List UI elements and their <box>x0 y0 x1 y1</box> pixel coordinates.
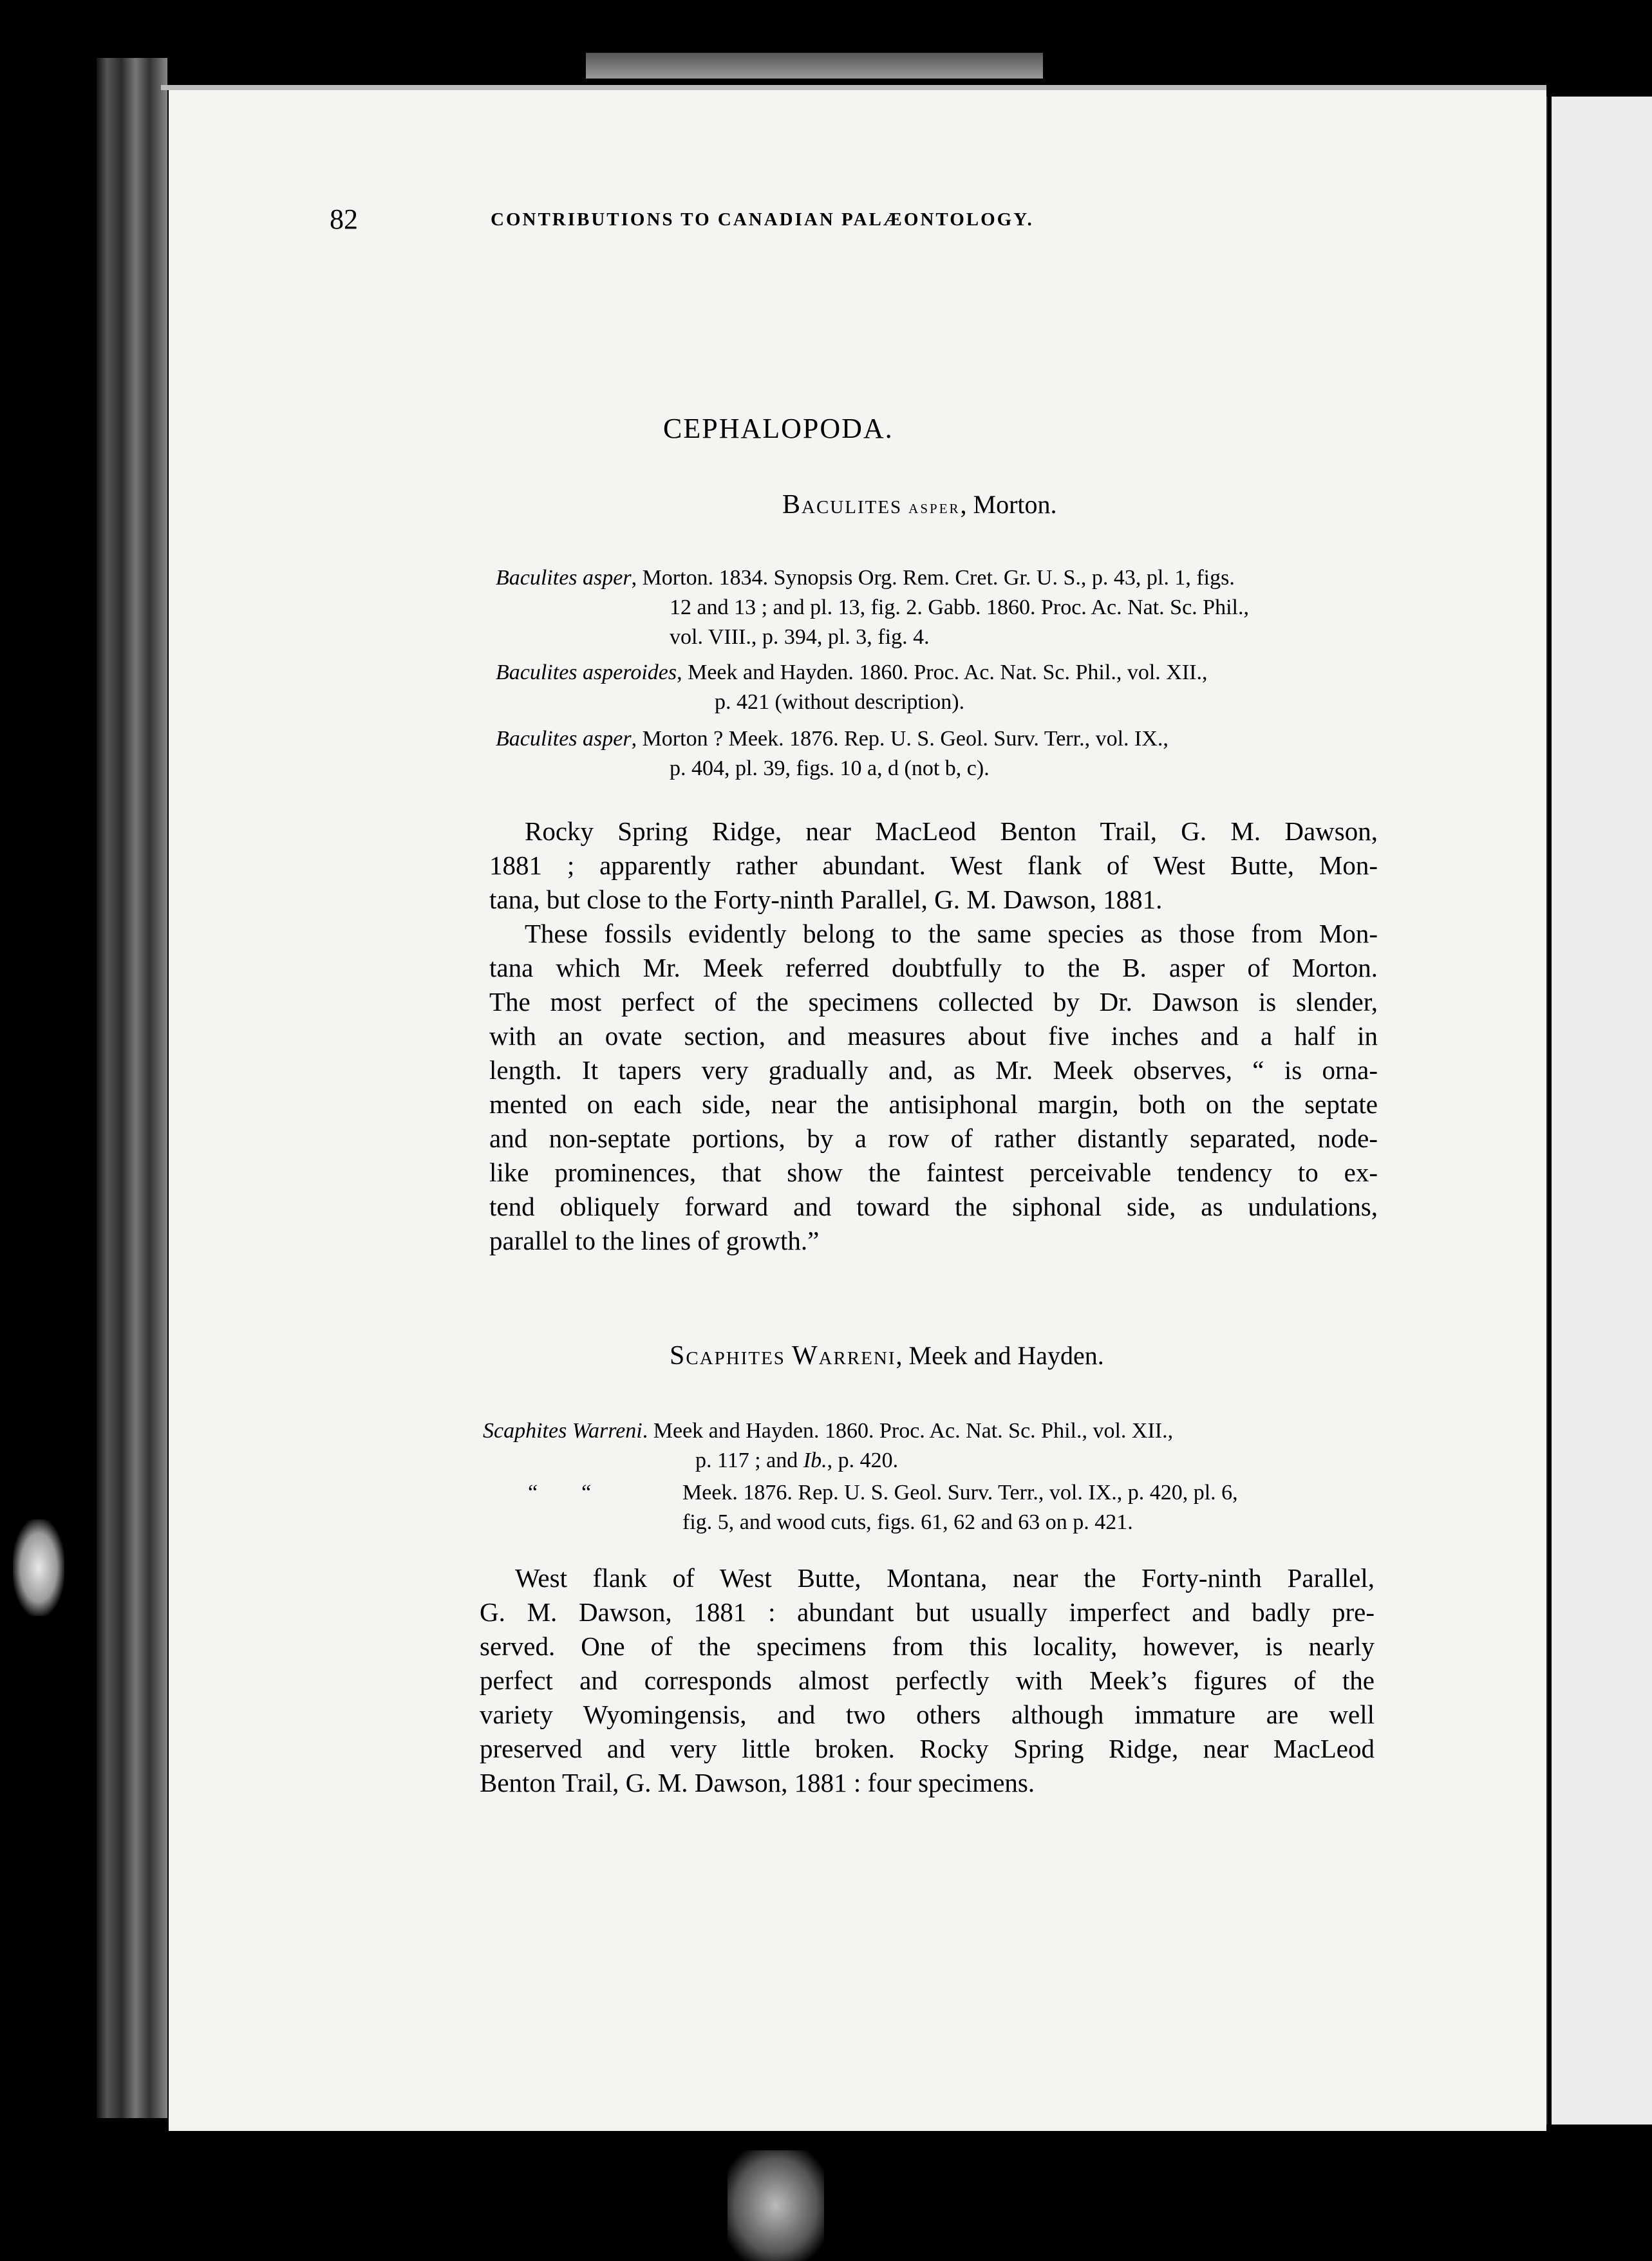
text-line: length. It tapers very gradually and, as Mr. Meek observes, “ is orna- <box>489 1055 1378 1085</box>
text-line: 1881 ; apparently rather abundant. West flank of West Butte, Mon- <box>489 850 1378 880</box>
text-line: like prominences, that show the faintest perceivable tendency to ex- <box>489 1158 1378 1187</box>
text-line: mented on each side, near the antisiphonal margin, both on the septate <box>489 1089 1378 1119</box>
synonymy-line: vol. VIII., p. 394, pl. 3, fig. 4. <box>670 625 930 649</box>
synonymy-entry <box>496 658 1558 717</box>
citation-text: , Meek and Hayden. 1860. Proc. Ac. Nat. Sc. Phil., vol. XII., <box>677 661 1208 684</box>
scan-smudge <box>13 1519 64 1616</box>
text-line: tana which Mr. Meek referred doubtfully to the B. asper of Morton. <box>489 953 1378 982</box>
synonymy-entry <box>483 1416 1564 1476</box>
text-line: tend obliquely forward and toward the siphonal side, as undulations, <box>489 1192 1378 1221</box>
text-line: G. M. Dawson, 1881 : abundant but usually imperfect and badly pre- <box>480 1597 1375 1627</box>
section-title: CEPHALOPODA. <box>663 413 894 444</box>
species-author: , Morton. <box>960 490 1057 519</box>
citation-text: p. 117 ; and <box>695 1449 803 1472</box>
text-line: perfect and corresponds almost perfectly with Meek’s figures of the <box>480 1665 1375 1695</box>
genus-name: Scaphites <box>670 1341 785 1371</box>
text-line: variety Wyomingensis, and two others although immature are well <box>480 1700 1375 1729</box>
adjacent-page <box>1552 97 1652 2125</box>
citation-text: , p. 420. <box>827 1449 899 1472</box>
text-line: Benton Trail, G. M. Dawson, 1881 : four specimens. <box>480 1768 1035 1797</box>
locality-paragraph <box>489 814 1378 917</box>
ditto-marks: “ “ <box>528 1481 592 1505</box>
citation-text: Meek. 1876. Rep. U. S. Geol. Surv. Terr., vol. IX., p. 420, pl. 6, <box>682 1481 1238 1505</box>
taxon-name: Scaphites Warreni <box>483 1419 643 1443</box>
synonymy-line <box>496 563 1558 593</box>
taxon-name: Baculites asper <box>496 727 632 751</box>
text-line: parallel to the lines of growth.” <box>489 1226 820 1255</box>
species-heading-scaphites <box>670 1340 1104 1371</box>
text-line: with an ovate section, and measures about five inches and a half in <box>489 1021 1378 1051</box>
synonymy-line: 12 and 13 ; and pl. 13, fig. 2. Gabb. 1860. Proc. Ac. Nat. Sc. Phil., <box>670 596 1249 619</box>
text-line: served. One of the specimens from this locality, however, is nearly <box>480 1631 1375 1661</box>
synonymy-line: p. 421 (without description). <box>715 690 965 714</box>
species-name: Warreni <box>791 1341 896 1371</box>
running-head <box>330 203 1295 241</box>
book-binding <box>97 58 167 2118</box>
synonymy-line <box>483 1446 1564 1476</box>
synonymy-entry <box>496 724 1558 783</box>
ibid-abbrev: Ib. <box>803 1449 827 1472</box>
synonymy-line <box>528 1478 1610 1508</box>
text-line: These fossils evidently belong to the same species as those from Mon- <box>525 919 1378 948</box>
text-line: The most perfect of the specimens collected by Dr. Dawson is slender, <box>489 987 1378 1017</box>
citation-text: , Morton. 1834. Synopsis Org. Rem. Cret. Gr. U. S., p. 43, pl. 1, figs. <box>631 566 1235 590</box>
synonymy-line: fig. 5, and wood cuts, figs. 61, 62 and 63 on p. 421. <box>682 1510 1133 1534</box>
text-line: Rocky Spring Ridge, near MacLeod Benton Trail, G. M. Dawson, <box>525 816 1378 846</box>
text-line: and non-septate portions, by a row of rather distantly separated, node- <box>489 1123 1378 1153</box>
text-line: tana, but close to the Forty-ninth Parallel, G. M. Dawson, 1881. <box>489 885 1163 914</box>
page-number: 82 <box>330 203 358 235</box>
synonymy-entry <box>528 1478 1610 1537</box>
synonymy-entry <box>496 563 1558 652</box>
citation-text: , Morton ? Meek. 1876. Rep. U. S. Geol. Surv. Terr., vol. IX., <box>631 727 1169 751</box>
taxon-name: Baculites asper <box>496 566 632 590</box>
genus-name: Baculites <box>782 490 903 520</box>
synonymy-line: p. 404, pl. 39, figs. 10 a, d (not b, c). <box>670 756 990 780</box>
scan-top-strip <box>586 53 1043 79</box>
text-line: West flank of West Butte, Montana, near the Forty-ninth Parallel, <box>515 1563 1375 1593</box>
species-name: asper <box>908 496 961 518</box>
locality-paragraph <box>480 1561 1375 1800</box>
text-line: preserved and very little broken. Rocky Spring Ridge, near MacLeod <box>480 1734 1375 1763</box>
species-author: , Meek and Hayden. <box>896 1341 1104 1370</box>
scan-bottom-smudge <box>727 2150 824 2261</box>
running-title: CONTRIBUTIONS TO CANADIAN PALÆONTOLOGY. <box>491 209 1034 230</box>
synonymy-line <box>496 724 1558 754</box>
species-heading-baculites <box>782 489 1057 520</box>
description-paragraph <box>489 917 1378 1258</box>
synonymy-line <box>483 1416 1564 1446</box>
taxon-name: Baculites asperoides <box>496 661 677 684</box>
synonymy-line <box>496 658 1558 688</box>
citation-text: . Meek and Hayden. 1860. Proc. Ac. Nat. Sc. Phil., vol. XII., <box>642 1419 1174 1443</box>
